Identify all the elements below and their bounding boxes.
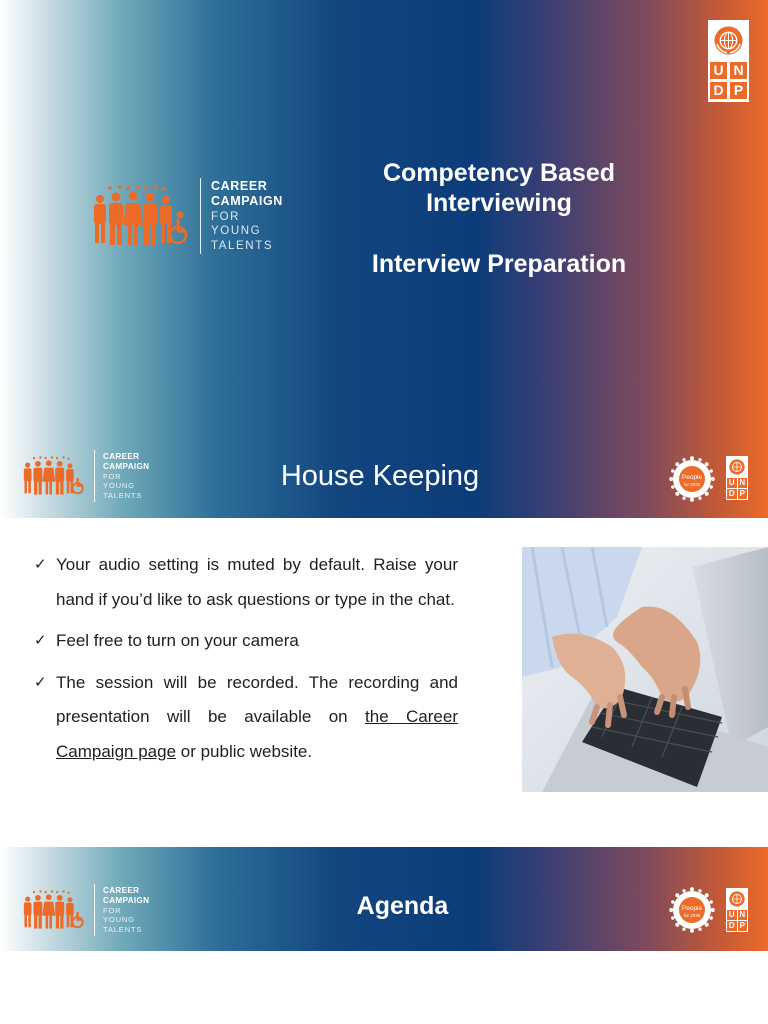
slide-title (330, 158, 668, 279)
undp-letter: D (710, 82, 727, 99)
undp-letter: U (728, 478, 735, 487)
undp-letter: D (728, 489, 735, 498)
wordmark-campaign: CAMPAIGN (211, 194, 283, 209)
checkmark-icon: ✓ (34, 556, 47, 573)
wordmark-career: CAREER (103, 451, 140, 461)
wordmark-young: YOUNG (211, 225, 262, 238)
checkmark-icon: ✓ (34, 673, 47, 691)
slide-title: Agenda (356, 892, 449, 920)
career-campaign-logo-small (20, 884, 149, 936)
wordmark-talents: TALENTS (103, 924, 143, 934)
bullet-text: or public website. (176, 741, 313, 761)
wordmark-for: FOR (211, 210, 241, 223)
logo-divider (94, 450, 95, 502)
bullet-text: The session will be recorded. The recording and presentation will be available on (56, 672, 458, 726)
bullet-text: Your audio setting is muted by default. Raise your hand if you’d like to ask questions or type in the chat. (56, 555, 458, 609)
logo-divider (200, 178, 201, 254)
undp-logo (708, 20, 749, 102)
people-group-icon (20, 890, 84, 930)
undp-logo-small (726, 888, 748, 932)
slide-subtitle: Interview Preparation (371, 250, 627, 278)
campaign-wordmark (211, 179, 283, 254)
career-campaign-logo-small (20, 450, 149, 502)
people-group-icon (88, 185, 188, 247)
career-campaign-logo (88, 178, 283, 254)
wordmark-talents: TALENTS (103, 490, 143, 500)
wordmark-for: FOR (103, 471, 122, 481)
undp-letter: U (728, 910, 735, 919)
badge-line-1: People (681, 474, 703, 481)
wordmark-young: YOUNG (103, 915, 135, 925)
campaign-wordmark (103, 886, 149, 935)
wordmark-career: CAREER (103, 885, 140, 895)
un-emblem-icon (712, 24, 745, 57)
wordmark-campaign: CAMPAIGN (103, 895, 150, 905)
wordmark-talents: TALENTS (211, 239, 274, 252)
undp-letter: N (739, 910, 746, 919)
wordmark-for: FOR (103, 905, 122, 915)
campaign-wordmark (103, 452, 149, 501)
wordmark-campaign: CAMPAIGN (103, 461, 150, 471)
housekeeping-list (34, 548, 458, 769)
career-campaign-link[interactable]: the Career Campaign page (56, 707, 458, 761)
slide-title: House Keeping (280, 460, 480, 492)
wordmark-career: CAREER (211, 178, 268, 193)
undp-letter: N (730, 62, 747, 79)
undp-letter: N (739, 478, 746, 487)
undp-letter: D (728, 921, 735, 930)
undp-letter: U (710, 62, 727, 79)
undp-logo-small (726, 456, 748, 500)
title-line-1: Competency Based (382, 159, 616, 187)
people-for-2030-badge (668, 455, 716, 503)
title-line-2: Interviewing (426, 189, 572, 217)
people-for-2030-badge (668, 886, 716, 934)
bullet-text: Feel free to turn on your camera (56, 631, 299, 650)
typing-on-laptop-photo (522, 547, 768, 792)
undp-letter: P (738, 489, 748, 499)
undp-letter: P (730, 82, 747, 99)
badge-line-2: for 2030 (683, 913, 701, 918)
people-group-icon (20, 456, 84, 496)
badge-line-2: for 2030 (683, 482, 701, 487)
badge-line-1: People (681, 905, 703, 912)
un-emblem-icon (728, 458, 746, 476)
checkmark-icon: ✓ (34, 632, 47, 649)
list-item (34, 666, 458, 770)
list-item (34, 624, 458, 659)
list-item (34, 548, 458, 617)
wordmark-young: YOUNG (103, 481, 135, 491)
undp-letter: P (738, 921, 748, 931)
logo-divider (94, 884, 95, 936)
un-emblem-icon (728, 890, 746, 908)
